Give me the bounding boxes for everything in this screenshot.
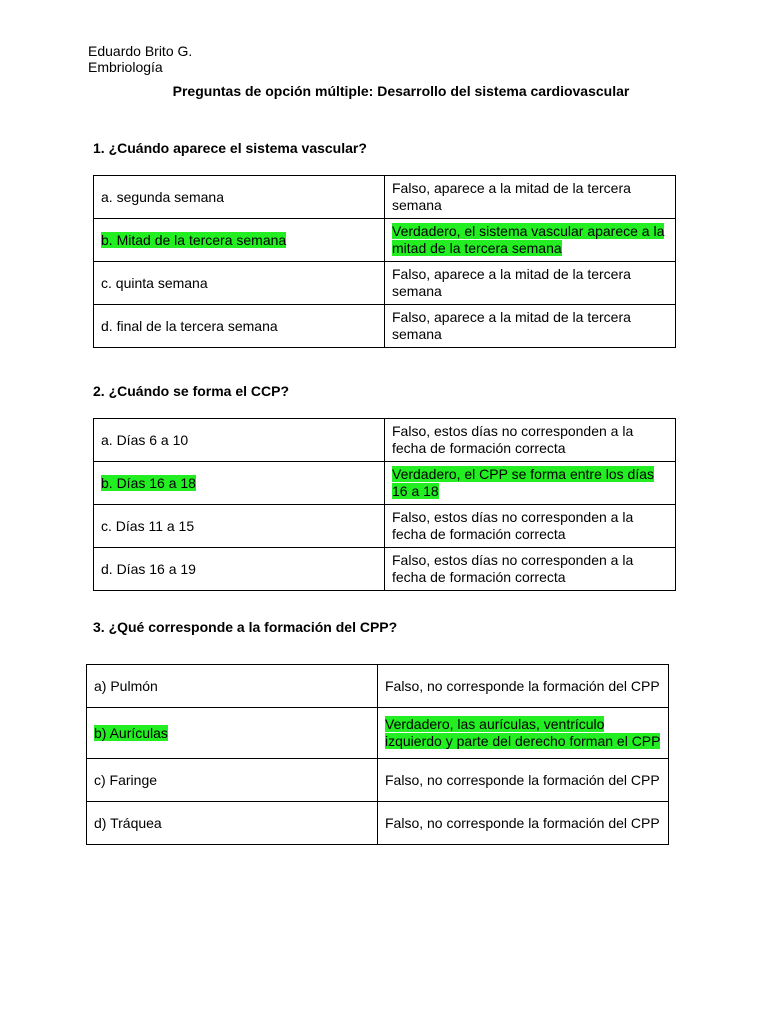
explanation-text: Falso, estos días no corresponden a la fecha de formación correcta	[392, 552, 634, 585]
option-cell	[87, 708, 378, 759]
question-2-table	[93, 418, 676, 591]
correct-option-text: b. Días 16 a 18	[101, 474, 196, 491]
explanation-cell	[385, 305, 676, 348]
explanation-cell	[378, 802, 669, 845]
option-cell	[87, 759, 378, 802]
question-1-table	[93, 175, 676, 348]
option-cell	[94, 419, 385, 462]
subject-name: Embriología	[88, 59, 163, 75]
answer-row	[87, 759, 669, 802]
correct-explanation-text: Verdadero, el sistema vascular aparece a la mitad de la tercera semana	[392, 223, 665, 256]
answer-row	[87, 708, 669, 759]
option-cell	[94, 176, 385, 219]
explanation-text: Falso, estos días no corresponden a la fecha de formación correcta	[392, 423, 634, 456]
explanation-text: Falso, no corresponde la formación del CPP	[385, 771, 660, 788]
option-text: c. Días 11 a 15	[101, 517, 195, 534]
question-3-table	[86, 664, 669, 845]
explanation-text: Falso, aparece a la mitad de la tercera semana	[392, 309, 631, 342]
document-header	[88, 43, 192, 75]
option-text: a) Pulmón	[94, 677, 158, 694]
author-name: Eduardo Brito G.	[88, 43, 193, 59]
option-cell	[87, 802, 378, 845]
explanation-cell	[378, 759, 669, 802]
correct-explanation-text: Verdadero, el CPP se forma entre los días 16 a 18	[392, 466, 654, 499]
explanation-cell	[385, 419, 676, 462]
answer-row	[87, 665, 669, 708]
question-2-text: 2. ¿Cuándo se forma el CCP?	[93, 383, 290, 399]
answer-row	[94, 176, 676, 219]
answer-row	[94, 505, 676, 548]
option-cell	[94, 305, 385, 348]
explanation-cell	[385, 219, 676, 262]
option-cell	[94, 505, 385, 548]
option-text: a. segunda semana	[101, 188, 224, 205]
answer-row	[94, 305, 676, 348]
question-1-rows	[94, 176, 676, 348]
explanation-cell	[378, 708, 669, 759]
explanation-cell	[385, 462, 676, 505]
option-text: d) Tráquea	[94, 814, 162, 831]
explanation-cell	[385, 548, 676, 591]
question-1-text: 1. ¿Cuándo aparece el sistema vascular?	[93, 140, 367, 156]
explanation-cell	[385, 505, 676, 548]
explanation-cell	[385, 262, 676, 305]
option-text: c) Faringe	[94, 771, 158, 788]
answer-row	[94, 262, 676, 305]
explanation-cell	[378, 665, 669, 708]
document-title: Preguntas de opción múltiple: Desarrollo del sistema cardiovascular	[172, 83, 630, 99]
option-cell	[94, 219, 385, 262]
option-cell	[94, 462, 385, 505]
explanation-text: Falso, estos días no corresponden a la fecha de formación correcta	[392, 509, 634, 542]
explanation-text: Falso, aparece a la mitad de la tercera semana	[392, 266, 631, 299]
explanation-text: Falso, no corresponde la formación del CPP	[385, 814, 660, 831]
question-2-rows	[94, 419, 676, 591]
answer-row	[94, 548, 676, 591]
question-3-text: 3. ¿Qué corresponde a la formación del CPP?	[93, 619, 398, 635]
answer-row	[94, 462, 676, 505]
correct-option-text: b) Aurículas	[94, 724, 168, 741]
explanation-text: Falso, aparece a la mitad de la tercera semana	[392, 180, 631, 213]
answer-row	[87, 802, 669, 845]
correct-explanation-text: Verdadero, las aurículas, ventrículo izquierdo y parte del derecho forman el CPP	[385, 716, 661, 749]
correct-option-text: b. Mitad de la tercera semana	[101, 231, 287, 248]
explanation-cell	[385, 176, 676, 219]
option-text: a. Días 6 a 10	[101, 431, 189, 448]
option-text: c. quinta semana	[101, 274, 208, 291]
option-text: d. Días 16 a 19	[101, 560, 196, 577]
option-cell	[94, 262, 385, 305]
explanation-text: Falso, no corresponde la formación del CPP	[385, 677, 660, 694]
answer-row	[94, 219, 676, 262]
option-text: d. final de la tercera semana	[101, 317, 278, 334]
answer-row	[94, 419, 676, 462]
option-cell	[87, 665, 378, 708]
option-cell	[94, 548, 385, 591]
question-3-rows	[87, 665, 669, 845]
